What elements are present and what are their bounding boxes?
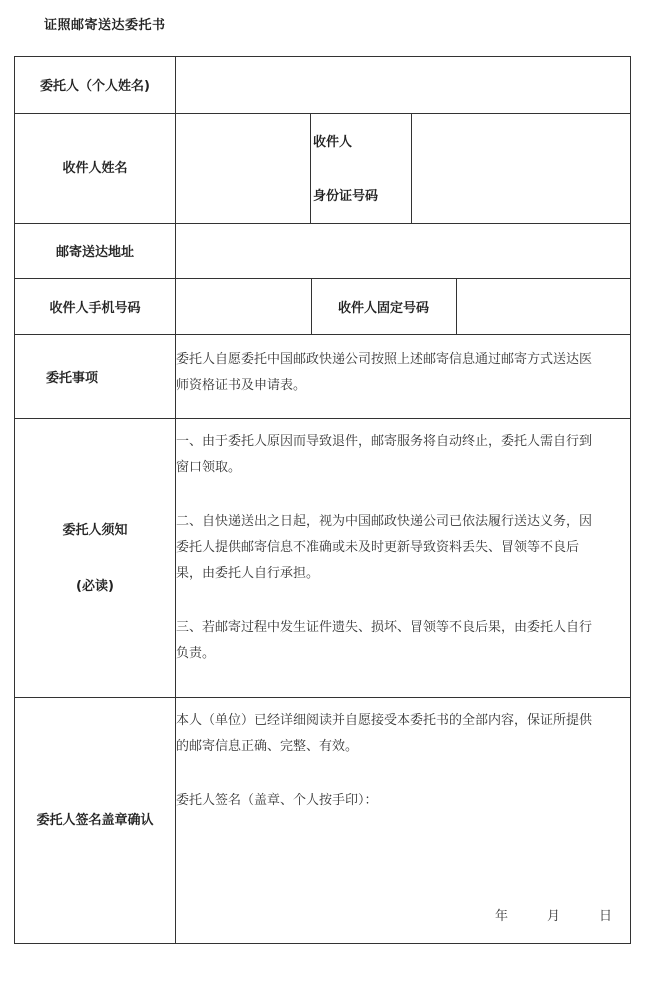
row-divider xyxy=(15,113,630,114)
matter-text: 委托人自愿委托中国邮政快递公司按照上述邮寄信息通过邮寄方式送达医 师资格证书及申请表。 xyxy=(176,352,593,393)
document-title: 证照邮寄送达委托书 xyxy=(44,18,166,33)
cell-divider xyxy=(411,113,412,223)
recipient-id-label: 收件人 xyxy=(313,135,353,150)
recipient-id-label-line2: 身份证号码 xyxy=(313,189,379,204)
notice-text: 一、由于委托人原因而导致退件，邮寄服务将自动终止，委托人需自行到 窗口领取。 二、自快递送出之日起，视为中国邮政快递公司已依法履行送达义务，因 委托人提供邮寄信息不准确或未及时更新导致资料丢失、冒领等不良后 果，由委托人自行承担。 三、若邮寄过程中发生证件遗失、损坏、冒领等不良后果，由委托人自行 负责。 xyxy=(176,434,593,661)
cell-divider xyxy=(310,113,311,223)
notice-required-label: (必读) xyxy=(76,579,114,594)
date-month: 月 xyxy=(547,909,561,924)
recipient-landline-label: 收件人固定号码 xyxy=(337,301,429,316)
matter-label: 委托事项 xyxy=(45,371,98,386)
row-divider xyxy=(15,223,630,224)
cell-divider xyxy=(456,278,457,334)
recipient-mobile-label: 收件人手机号码 xyxy=(49,301,141,316)
date-day: 日 xyxy=(599,909,613,924)
recipient-name-label: 收件人姓名 xyxy=(62,161,128,176)
row-divider xyxy=(15,697,630,698)
row-divider xyxy=(15,334,630,335)
row-divider xyxy=(15,418,630,419)
row-divider xyxy=(15,278,630,279)
authorization-form xyxy=(14,56,631,944)
confirm-text: 本人（单位）已经详细阅读并自愿接受本委托书的全部内容，保证所提供 的邮寄信息正确、完整、有效。 委托人签名（盖章、个人按手印）： xyxy=(176,713,593,808)
notice-label: 委托人须知 xyxy=(62,523,128,538)
confirm-label: 委托人签名盖章确认 xyxy=(36,813,154,828)
date-year: 年 xyxy=(495,909,509,924)
mail-address-label: 邮寄送达地址 xyxy=(55,245,134,260)
principal-name-label: 委托人（个人姓名) xyxy=(40,79,150,94)
